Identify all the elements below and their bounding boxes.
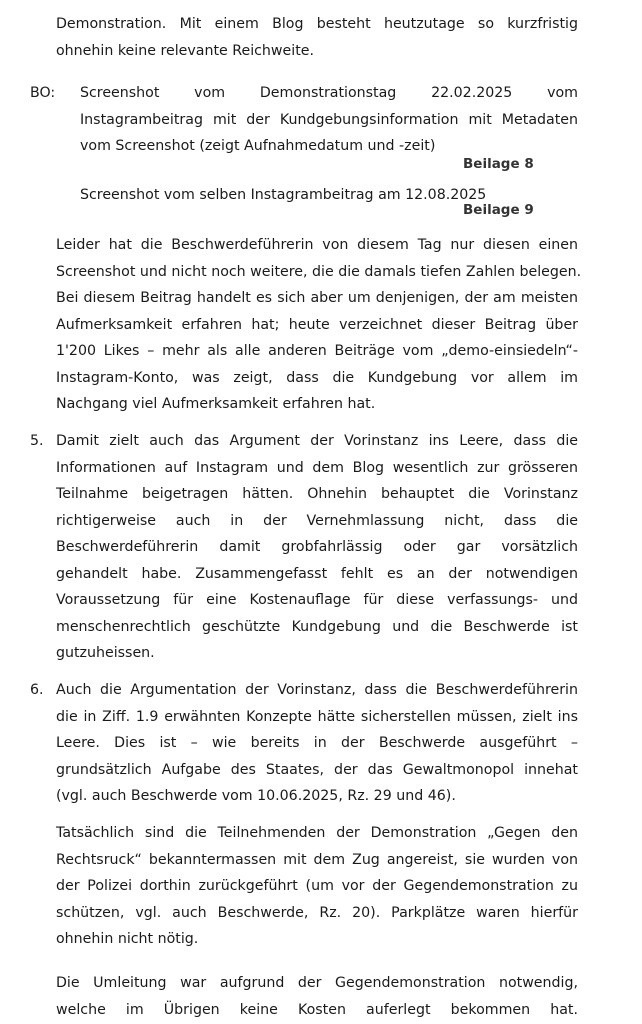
text-line: welche im Übrigen keine Kosten auferlegt bekommen hat. — [56, 1001, 578, 1018]
text-line: Rechtsruck“ bekanntermassen mit dem Zug angereist, sie wurden von — [56, 851, 578, 868]
text-line: Leider hat die Beschwerdeführerin von diesem Tag nur diesen einen — [56, 237, 578, 253]
text-line: schützen, vgl. auch Beschwerde, Rz. 20). Parkplätze waren hierfür — [56, 904, 578, 921]
text-line: ohnehin nicht nötig. — [56, 931, 199, 947]
text-line: Die Umleitung war aufgrund der Gegendemonstration notwendig, — [56, 975, 578, 991]
paragraph-leider — [56, 232, 582, 418]
text-line: 1'200 Likes – mehr als alle anderen Beiträge vom „demo-einsiedeln“- — [56, 343, 578, 359]
text-line: Damit zielt auch das Argument der Vorinstanz ins Leere, dass die — [56, 433, 578, 449]
text-line: Beschwerdeführerin damit grobfahrlässig oder gar vorsätzlich — [56, 539, 578, 555]
text-line: der Polizei dorthin zurückgeführt (um vor der Gegendemonstration zu — [56, 878, 578, 894]
text-line: (vgl. auch Beschwerde vom 10.06.2025, Rz. 29 und 46). — [56, 788, 456, 804]
text-line: ohnehin keine relevante Reichweite. — [56, 42, 314, 59]
bo-label: BO: — [30, 85, 56, 101]
text-line: richtigerweise auch in der Vernehmlassung nicht, dass die — [56, 512, 578, 529]
text-line: die in Ziff. 1.9 erwähnten Konzepte hätte sicherstellen müssen, zielt ins — [56, 708, 578, 725]
text-line: Tatsächlich sind die Teilnehmenden der Demonstration „Gegen den — [56, 825, 578, 841]
text-line: vom Screenshot (zeigt Aufnahmedatum und -zeit) — [80, 138, 436, 154]
text-line: Teilnahme beigetragen hätten. Ohnehin behauptet die Vorinstanz — [56, 486, 578, 502]
text-line: Screenshot vom Demonstrationstag 22.02.2025 vom — [80, 85, 578, 101]
paragraph-umleitung — [56, 970, 578, 1023]
bo-second-screenshot: Screenshot vom selben Instagrambeitrag am 12.08.2025 — [80, 187, 487, 203]
section-number-6: 6. — [30, 682, 44, 698]
text-line: gehandelt habe. Zusammengefasst fehlt es an der notwendigen — [56, 565, 578, 582]
section-5-paragraph — [56, 428, 578, 667]
text-line: Aufmerksamkeit erfahren hat; heute verzeichnet dieser Beitrag über — [56, 316, 578, 333]
text-line: menschenrechtlich geschützte Kundgebung und die Beschwerde ist — [56, 618, 578, 635]
text-line: Nachgang viel Aufmerksamkeit erfahren hat. — [56, 396, 376, 412]
text-line: Informationen auf Instagram und dem Blog wesentlich zur grösseren — [56, 459, 578, 476]
text-line: Demonstration. Mit einem Blog besteht heutzutage so kurzfristig — [56, 16, 578, 32]
text-line: Instagrambeitrag mit der Kundgebungsinformation mit Metadaten — [80, 111, 578, 128]
bo-evidence-paragraph — [80, 80, 578, 160]
intro-paragraph — [56, 11, 578, 64]
text-line: Instagram-Konto, was zeigt, dass die Kundgebung vor allem im — [56, 369, 578, 386]
text-line: Leere. Dies ist – wie bereits in der Beschwerde ausgeführt – — [56, 735, 578, 751]
text-line: Auch die Argumentation der Vorinstanz, dass die Beschwerdeführerin — [56, 682, 578, 698]
text-line: Bei diesem Beitrag handelt es sich aber um denjenigen, der am meisten — [56, 290, 578, 306]
text-line: Voraussetzung für eine Kostenauflage für diese verfassungs- und — [56, 592, 578, 608]
beilage-8-label: Beilage 8 — [463, 156, 534, 172]
paragraph-tatsaechlich — [56, 820, 578, 953]
text-line: gutzuheissen. — [56, 645, 155, 661]
text-line: grundsätzlich Aufgabe des Staates, der das Gewaltmonopol innehat — [56, 761, 578, 778]
section-6-paragraph — [56, 677, 578, 810]
section-number-5: 5. — [30, 433, 44, 449]
beilage-9-label: Beilage 9 — [463, 202, 534, 218]
text-line: Screenshot und nicht noch weitere, die die damals tiefen Zahlen belegen. — [56, 263, 582, 280]
